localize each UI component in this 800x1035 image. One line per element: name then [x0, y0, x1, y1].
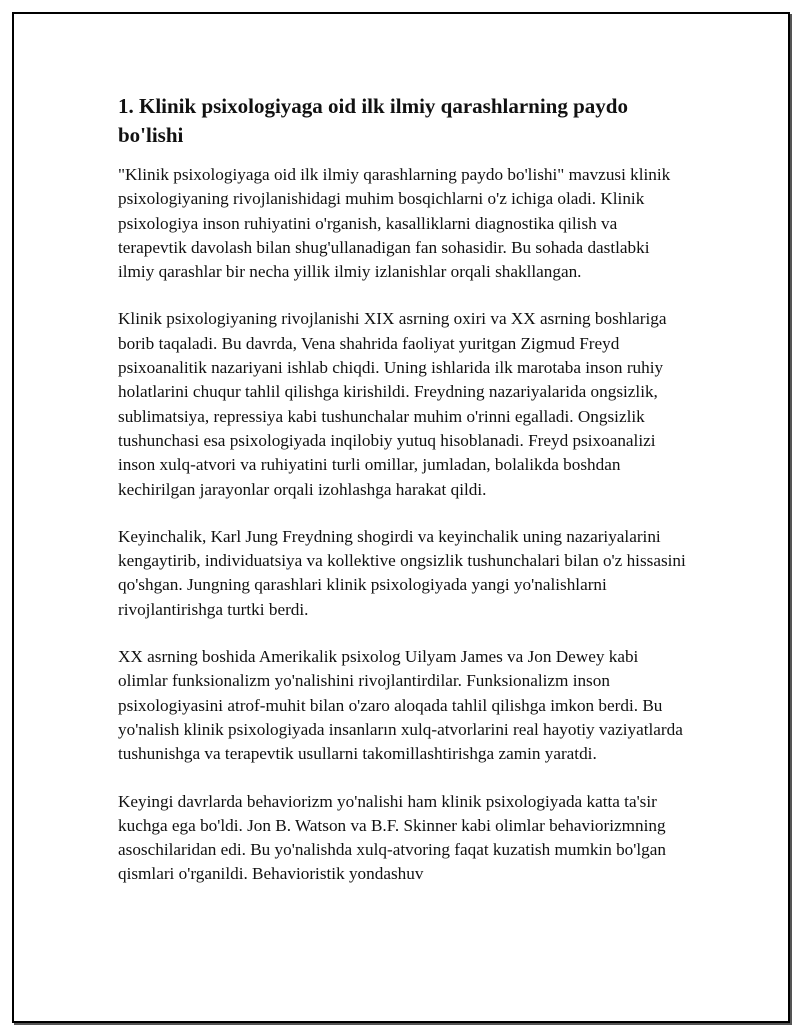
paragraph-jung: Keyinchalik, Karl Jung Freydning shogirdi va keyinchalik uning nazariyalarini kengaytirib, individuatsiya va kollektive ongsizlik tushunchalari bilan o'z hissasini qo'shgan. Jungning qarashlari klinik psixologiyada yangi yo'nalishlarni rivojlantirishga turtki berdi. [118, 526, 686, 619]
paragraph-behaviorism: Keyingi davrlarda behaviorizm yo'nalishi ham klinik psixologiyada katta ta'sir kuchga ega bo'ldi. Jon B. Watson va B.F. Skinner kabi olimlar behaviorizmning asoschilaridan edi. Bu yo'nalishda xulq-atvoring faqat kuzatish mumkin bo'lgan qismlari o'rganildi. Behavioristik yondashuv [118, 791, 666, 884]
paragraph-intro: "Klinik psixologiyaga oid ilk ilmiy qarashlarning paydo bo'lishi" mavzusi klinik psixologiyaning rivojlanishidagi muhim bosqichlarni o'z ichiga oladi. Klinik psixologiya inson ruhiyatini o'rganish, kasalliklarni diagnostika qilish va terapevtik davolash bilan shug'ullanadigan fan sohasidir. Bu sohada dastlabki ilmiy qarashlar bir necha yillik ilmiy izlanishlar orqali shakllangan. [118, 165, 671, 282]
paragraph-functionalism: XX asrning boshida Amerikalik psixolog Uilyam James va Jon Dewey kabi olimlar funksionalizm yo'nalishini rivojlantirdilar. Funksionalizm inson psixologiyasini atrof-muhit bilan o'zaro aloqada tahlil qilishga imkon berdi. Bu yo'nalish klinik psixologiyada insanların xulq-atvorlarini real hayotiy vaziyatlarda tushunishga va terapevtik usullarni takomillashtirishga zamin yaratdi. [118, 647, 683, 764]
section-heading: 1. Klinik psixologiyaga oid ilk ilmiy qarashlarning paydo bo'lishi [118, 94, 628, 147]
paragraph-freud: Klinik psixologiyaning rivojlanishi XIX asrning oxiri va XX asrning boshlariga borib taqaladi. Bu davrda, Vena shahrida faoliyat yuritgan Zigmud Freyd psixoanalitik nazariyani ishlab chiqdi. Uning ishlarida ilk marotaba inson ruhiy holatlarini chuqur tahlil qilishga kirishildi. Freydning nazariyalarida ongsizlik, sublimatsiya, repressiya kabi tushunchalar muhim o'rinni egalladi. Ongsizlik tushunchasi esa psixologiyada inqilobiy yutuq hisoblanadi. Freyd psixoanalizi inson xulq-atvori va ruhiyatini turli omillar, jumladan, bolalikda boshdan kechirilgan jarayonlar orqali izohlashga harakat qildi. [118, 309, 667, 499]
document-body [118, 92, 688, 910]
